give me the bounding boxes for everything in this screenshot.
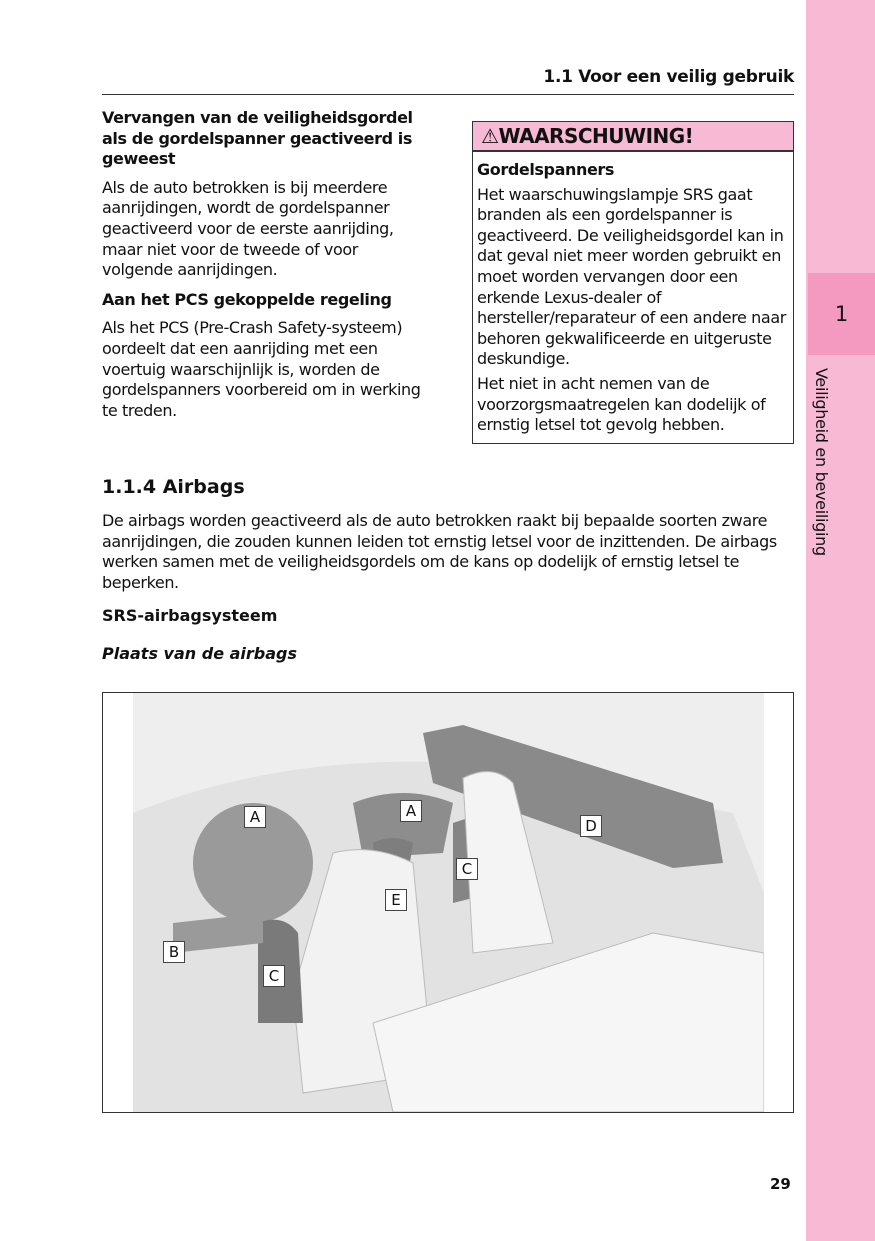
- figure-caption: Plaats van de airbags: [102, 644, 298, 663]
- car-interior-illustration: [133, 693, 764, 1112]
- airbag-label-e: E: [385, 889, 407, 911]
- airbag-label-c: C: [456, 858, 478, 880]
- airbag-label-a: A: [400, 800, 422, 822]
- chapter-title: Veiligheid en beveiliging: [812, 368, 831, 556]
- car-interior-drawing: [133, 693, 764, 1112]
- left-column: [102, 108, 432, 430]
- warning-subtitle: Gordelspanners: [477, 160, 615, 179]
- warning-triangle-icon: ⚠: [481, 124, 499, 148]
- airbag-figure: [102, 692, 794, 1113]
- heading-replace-belt: Vervangen van de veiligheidsgordel als de gordelspanner geactiveerd is geweest: [102, 108, 413, 169]
- chapter-tab[interactable]: 1: [808, 273, 875, 355]
- paragraph: Als de auto betrokken is bij meerdere aanrijdingen, wordt de gordelspanner geactiveerd voor de eerste aanrijding, maar niet voor de tweede of voor volgende aanrijdingen.: [102, 177, 394, 280]
- warning-header: ⚠WAARSCHUWING!: [473, 122, 793, 152]
- paragraph: Als het PCS (Pre-Crash Safety-systeem) oordeelt dat een aanrijding met een voertuig waarschijnlijk is, worden de gordelspanners voorbereid om in werking te treden.: [102, 318, 421, 420]
- section-title: 1.1.4 Airbags: [102, 476, 245, 498]
- subheading-srs: SRS-airbagsysteem: [102, 606, 278, 625]
- airbag-label-b: B: [163, 941, 185, 963]
- airbag-label-d: D: [580, 815, 602, 837]
- running-header: 1.1 Voor een veilig gebruik: [102, 67, 794, 95]
- airbag-label-c: C: [263, 965, 285, 987]
- warning-text: Het waarschuwingslampje SRS gaat branden als een gordelspanner is geactiveerd. De veiligheidsgordel kan in dat geval niet meer worden gebruikt en moet worden vervangen door een erkende Lexus-dealer of hersteller/reparateur of een andere naar behoren gekwalificeerde en uitgeruste deskundige.: [477, 184, 786, 369]
- chapter-sidebar: [806, 0, 875, 1241]
- airbag-label-a: A: [244, 806, 266, 828]
- page-number: 29: [770, 1175, 791, 1193]
- warning-box: [472, 121, 794, 444]
- warning-text: Het niet in acht nemen van de voorzorgsmaatregelen kan dodelijk of ernstig letsel tot gevolg hebben.: [477, 373, 766, 435]
- section-intro: De airbags worden geactiveerd als de auto betrokken raakt bij bepaalde soorten zware aanrijdingen, die zouden kunnen leiden tot ernstig letsel voor de inzittenden. De airbags werken samen met de veiligheidsgordels om de kans op dodelijk of ernstig letsel te beperken.: [102, 511, 777, 592]
- heading-pcs: Aan het PCS gekoppelde regeling: [102, 289, 392, 309]
